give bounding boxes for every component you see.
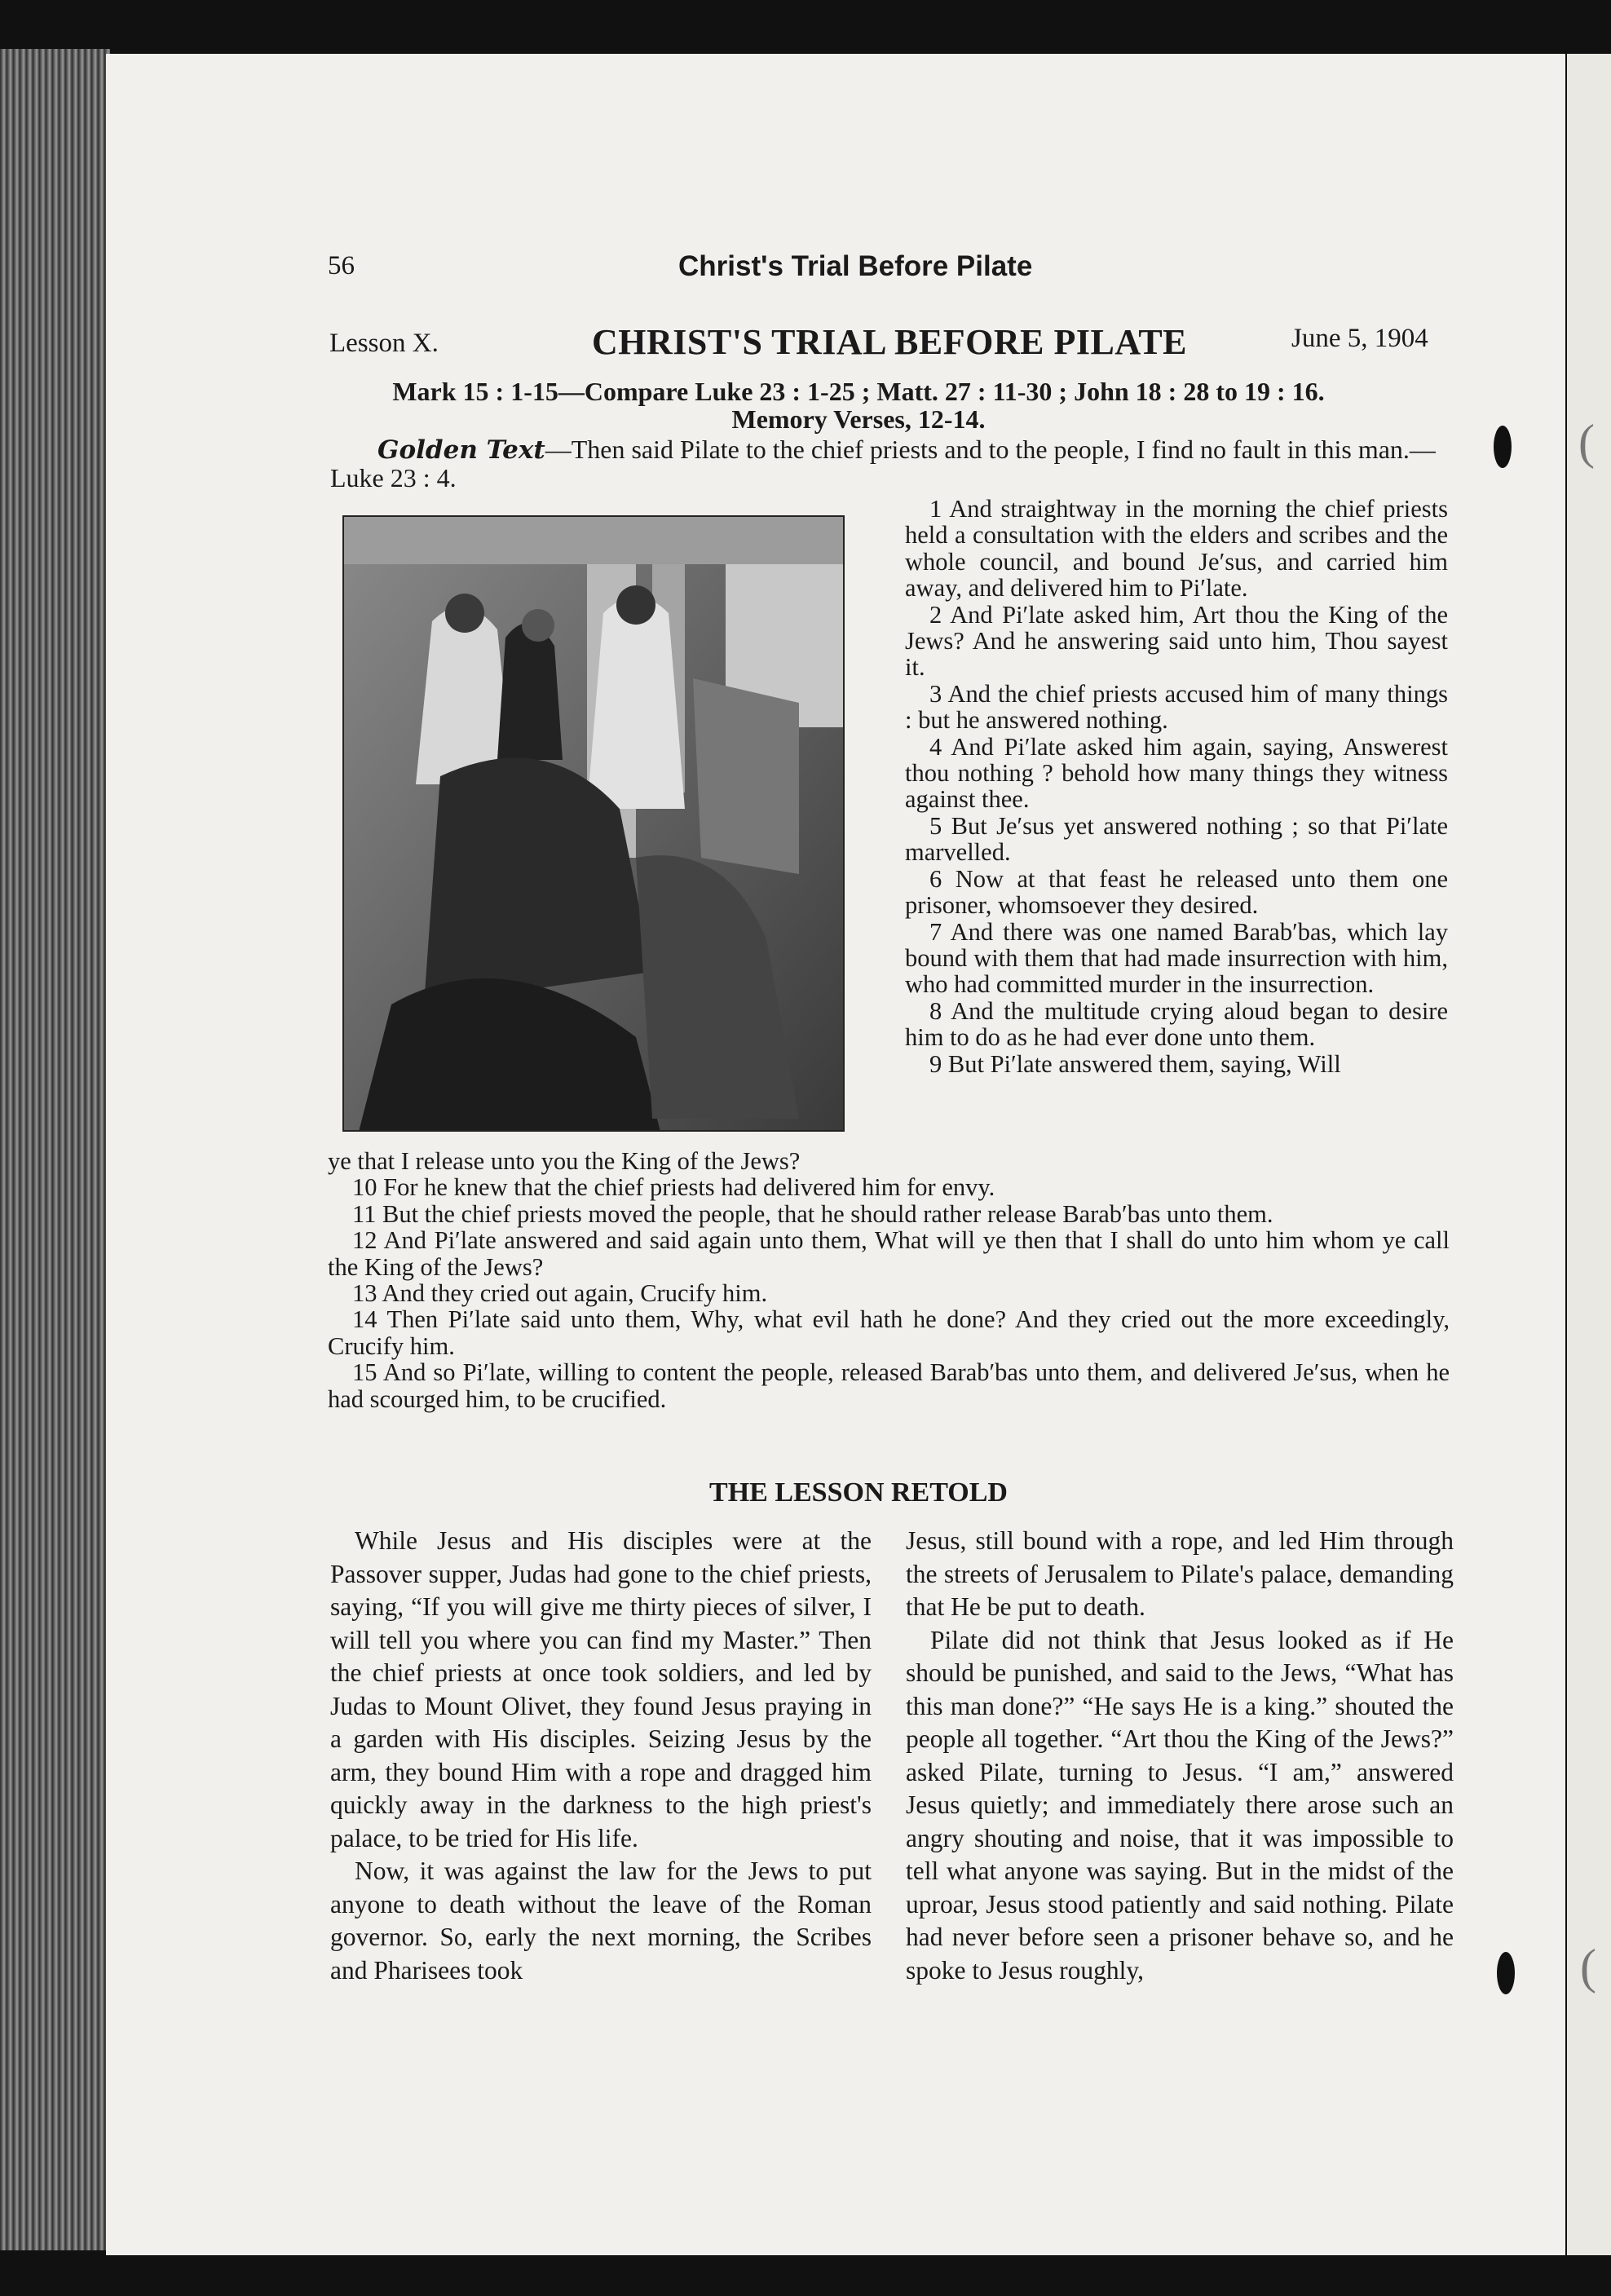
- verse-2: 2 And Pi′late asked him, Art thou the King of the Jews? And he answering said unto him, Thou sayest it.: [905, 600, 1448, 682]
- page-number: 56: [328, 251, 355, 280]
- verse-7: 7 And there was one named Barab′bas, which lay bound with them that had made insurrection with him, who had committed murder in the insurrection.: [905, 917, 1448, 999]
- golden-text-body: —Then said Pilate to the chief priests and to the people, I find no fault in this man.—Luke 23 : 4.: [330, 435, 1436, 492]
- verse-9: 9 But Pi′late answered them, saying, Will: [929, 1049, 1341, 1078]
- retold-paragraph: While Jesus and His disciples were at the Passover supper, Judas had gone to the chief priests, saying, “If you will give me thirty pieces of silver, I will tell you where you can find my Master.” Then the chief priests at once took soldiers, and led by Judas to Mount Olivet, they found Jesus praying in a garden with His disciples. Seizing Jesus by the arm, they bound Him with a rope and dragged him quickly away in the darkness to the high priest's palace, to be tried for His life.: [330, 1526, 872, 1852]
- retold-paragraph: Now, it was against the law for the Jews to put anyone to death without the leave of the Roman governor. So, early the next morning, the Scribes and Pharisees took: [330, 1857, 872, 1985]
- verse-8: 8 And the multitude crying aloud began to desire him to do as he had ever done unto them.: [905, 996, 1448, 1052]
- retold-paragraph: Pilate did not think that Jesus looked as if He should be punished, and said to the Jews, “What has this man done?” “He says He is a king.” shouted the people all together. “Art thou the King of the Jews?” asked Pilate, turning to Jesus. “I am,” answered Jesus quietly; and immediately there arose such an angry shouting and noise, that it was impossible to tell what anyone was saying. But in the midst of the uproar, Jesus stood patiently and said nothing. Pilate had never before seen a prisoner behave so, and he spoke to Jesus roughly,: [906, 1625, 1454, 1985]
- verse-11: 11 But the chief priests moved the people, that he should rather release Barab′bas unto them.: [352, 1199, 1273, 1228]
- verse-12: 12 And Pi′late answered and said again unto them, What will ye then that I shall do unto him whom ye call the King of the Jews?: [328, 1226, 1450, 1281]
- scripture-verses-full-width: [328, 1148, 1450, 1412]
- margin-mark-next-page-top: (: [1578, 415, 1595, 469]
- retold-left-column: [330, 1525, 872, 1987]
- lesson-number: Lesson X.: [329, 329, 439, 358]
- verse-4: 4 And Pi′late asked him again, saying, Answerest thou nothing ? behold how many things they witness against thee.: [905, 732, 1448, 814]
- verse-9-continued: ye that I release unto you the King of the Jews?: [328, 1147, 801, 1175]
- running-head-title: Christ's Trial Before Pilate: [678, 250, 1033, 282]
- scripture-references: Mark 15 : 1-15—Compare Luke 23 : 1-25 ; Matt. 27 : 11-30 ; John 18 : 28 to 19 : 16.: [392, 377, 1325, 406]
- scripture-verses-right-column: [905, 496, 1448, 1077]
- golden-text: [330, 435, 1447, 492]
- lesson-title: CHRIST'S TRIAL BEFORE PILATE: [592, 322, 1188, 362]
- memory-verses: Memory Verses, 12-14.: [731, 404, 986, 434]
- verse-14: 14 Then Pi′late said unto them, Why, what evil hath he done? And they cried out the more exceedingly, Crucify him.: [328, 1305, 1450, 1360]
- verse-3: 3 And the chief priests accused him of many things : but he answered nothing.: [905, 679, 1448, 735]
- verse-5: 5 But Je′sus yet answered nothing ; so that Pi′late marvelled.: [905, 811, 1448, 867]
- illustration-christ-before-pilate: [342, 515, 845, 1132]
- retold-paragraph: Jesus, still bound with a rope, and led Him through the streets of Jerusalem to Pilate's palace, demanding that He be put to death.: [906, 1526, 1454, 1621]
- section-heading-lesson-retold: THE LESSON RETOLD: [709, 1477, 1008, 1508]
- golden-text-label: Golden Text: [377, 435, 545, 465]
- verse-15: 15 And so Pi′late, willing to content the people, released Barab′bas unto them, and delivered Je′sus, when he had scourged him, to be crucified.: [328, 1358, 1450, 1413]
- lesson-date: June 5, 1904: [1291, 324, 1428, 353]
- verse-10: 10 For he knew that the chief priests had delivered him for envy.: [352, 1173, 995, 1202]
- verse-13: 13 And they cried out again, Crucify him.: [352, 1279, 768, 1308]
- retold-right-column: [906, 1525, 1454, 1987]
- margin-mark-bottom: [1497, 1952, 1515, 1994]
- verse-6: 6 Now at that feast he released unto them one prisoner, whomsoever they desired.: [905, 864, 1448, 920]
- verse-1: 1 And straightway in the morning the chief priests held a consultation with the elders and scribes and the whole council, and bound Je′sus, and carried him away, and delivered him to Pi′late.: [905, 495, 1448, 603]
- margin-mark-next-page-bottom: (: [1580, 1940, 1596, 1994]
